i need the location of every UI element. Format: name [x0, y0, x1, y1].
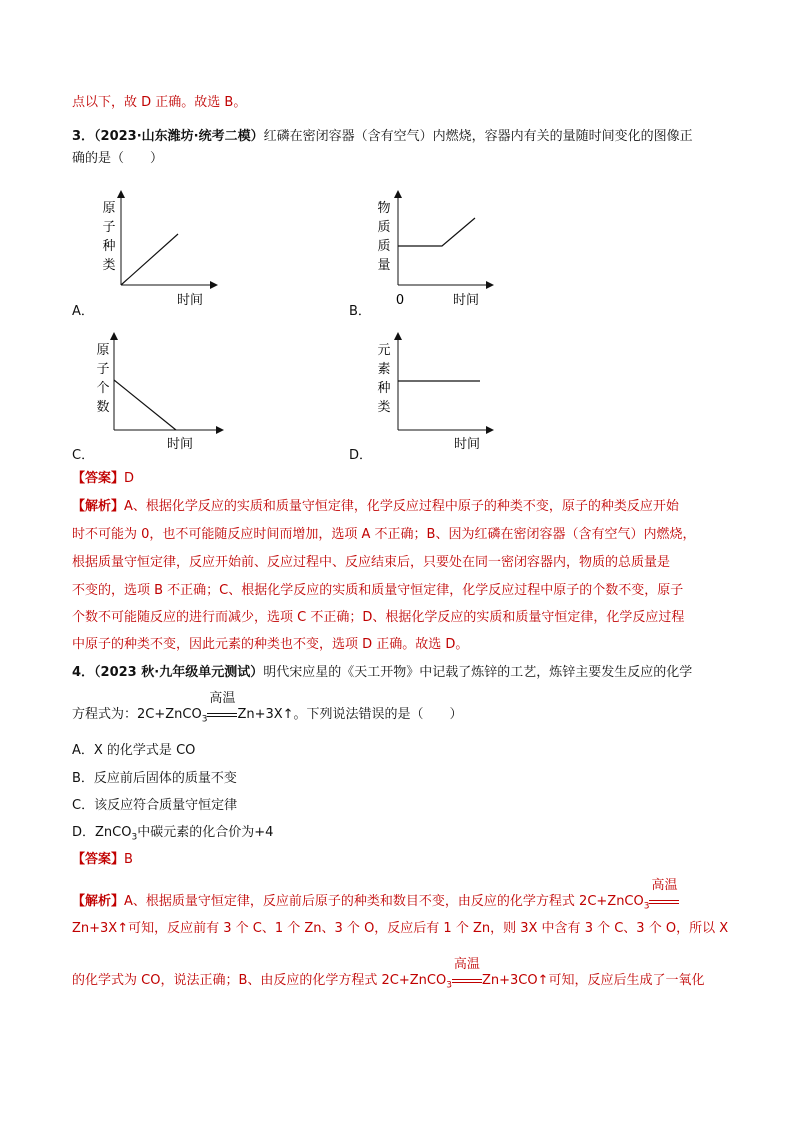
- q4-option-d-post: 中碳元素的化合价为+4: [137, 825, 274, 840]
- q3-analysis-line-5: 个数不可能随反应的进行而减少，选项 C 不正确；D、根据化学反应的实质和质量守恒定律，化学反应过程: [72, 610, 685, 625]
- graph-a-label: A．: [72, 304, 94, 319]
- q4-option-b: B．反应前后固体的质量不变: [72, 771, 237, 786]
- graph-a-xlabel: 时间: [176, 293, 204, 308]
- graph-d-ylabel-2: 素: [377, 362, 391, 377]
- graph-d-xlabel: 时间: [453, 437, 481, 452]
- graph-c-ylabel-4: 数: [96, 400, 110, 415]
- graph-b-line: [398, 218, 475, 246]
- graph-c-ylabel-1: 原: [96, 343, 110, 358]
- graph-c-ylabel-3: 个: [96, 381, 110, 396]
- q4-stem-b-pre: 方程式为：2C+ZnCO: [72, 707, 202, 722]
- q4-number: 4．: [72, 665, 95, 680]
- q4-stem-a: 明代宋应星的《天工开物》中记载了炼锌的工艺，炼锌主要发生反应的化学: [263, 665, 693, 680]
- q4-answer-tag: 【答案】: [72, 852, 125, 867]
- q4-analysis-1-condition: [649, 878, 679, 911]
- q3-stem-a: 红磷在密闭容器（含有空气）内燃烧，容器内有关的量随时间变化的图像正: [263, 129, 693, 144]
- graph-d-ylabel-3: 种: [377, 381, 391, 396]
- q4-source: （2023 秋·九年级单元测试）: [94, 665, 264, 680]
- graph-c-label: C．: [72, 448, 95, 463]
- q4-stem-line-2: [72, 691, 463, 729]
- q4-equals-bar: [207, 713, 237, 717]
- q4-analysis-line-1: [72, 878, 679, 916]
- graph-c-xlabel: 时间: [166, 437, 194, 452]
- q4-analysis-3-condition: [452, 957, 482, 990]
- intro-text: 点以下，故 D 正确。故选 B。: [72, 95, 247, 110]
- graph-b-origin: 0: [395, 293, 405, 308]
- q4-analysis-line-2: Zn+3X↑可知，反应前有 3 个 C、1 个 Zn、3 个 O，反应后有 1 个 Zn，则 3X 中含有 3 个 C、3 个 O，所以 X: [72, 921, 729, 936]
- q4-stem-b-sub: 3: [201, 714, 208, 725]
- q3-analysis-line-2: 时不可能为 0，也不可能随反应时间而增加，选项 A 不正确；B、因为红磷在密闭容器（含有空气）内燃烧，: [72, 527, 696, 542]
- q3-analysis-tag: 【解析】: [72, 499, 125, 514]
- q4-stem-b-post: Zn+3X↑。下列说法错误的是（ ）: [237, 707, 463, 722]
- graph-d: [360, 330, 510, 455]
- q3-analysis-line-4: 不变的，选项 B 不正确；C、根据化学反应的实质和质量守恒定律，化学反应过程中原子的个数不变，原子: [72, 583, 684, 598]
- q4-answer-value: B: [124, 852, 133, 867]
- q4-condition-text: 高温: [209, 691, 236, 706]
- q4-analysis-line-3: [72, 957, 705, 995]
- q4-option-a: A．X 的化学式是 CO: [72, 743, 196, 758]
- graph-b-xlabel: 时间: [452, 293, 480, 308]
- graph-b-ylabel-3: 质: [377, 239, 391, 254]
- graph-a: [90, 190, 240, 315]
- q4-stem-line-1: [72, 664, 692, 682]
- q4-option-d-sub: 3: [131, 832, 138, 843]
- graph-d-label: D．: [349, 448, 373, 463]
- q3-stem-b: 确的是（ ）: [72, 151, 164, 166]
- graph-b-label: B．: [349, 304, 371, 319]
- q4-option-d-pre: D．ZnCO: [72, 825, 132, 840]
- graph-a-ylabel-3: 种: [102, 239, 116, 254]
- graph-a-ylabel-2: 子: [102, 220, 116, 235]
- q3-stem-line-1: [72, 128, 693, 146]
- q3-analysis-line-1: [72, 498, 679, 516]
- graph-c-line: [114, 380, 176, 430]
- q4-analysis-1-sub: 3: [643, 901, 650, 912]
- graph-a-ylabel-4: 类: [102, 258, 116, 273]
- q4-equation-condition: [207, 691, 237, 724]
- graph-b: [360, 190, 510, 315]
- q4-analysis-tag: 【解析】: [72, 894, 125, 909]
- q4-analysis-1-equals-bar: [649, 900, 679, 904]
- graph-b-ylabel-2: 质: [377, 220, 391, 235]
- q4-answer: [72, 851, 133, 869]
- graph-c: [90, 330, 240, 455]
- q3-analysis-line-6: 中原子的种类不变，因此元素的种类也不变，选项 D 正确。故选 D。: [72, 637, 469, 652]
- q4-analysis-1-pre: A、根据质量守恒定律，反应前后原子的种类和数目不变，由反应的化学方程式 2C+ZnCO: [124, 894, 644, 909]
- q4-option-d: [72, 824, 273, 847]
- graph-c-ylabel-2: 子: [96, 362, 110, 377]
- q3-number: 3．: [72, 129, 95, 144]
- q4-analysis-3-equals-bar: [452, 979, 482, 983]
- graph-a-line: [121, 234, 178, 285]
- graph-b-ylabel-4: 量: [377, 258, 391, 273]
- graph-b-ylabel-1: 物: [377, 201, 391, 216]
- graph-d-ylabel-4: 类: [377, 400, 391, 415]
- q3-analysis-text-1: A、根据化学反应的实质和质量守恒定律，化学反应过程中原子的种类不变，原子的种类反应开始: [124, 499, 679, 514]
- q3-answer-tag: 【答案】: [72, 471, 125, 486]
- q4-analysis-3-sub: 3: [446, 980, 452, 991]
- q4-analysis-3-condition-text: 高温: [453, 957, 480, 972]
- q3-answer-value: D: [124, 471, 135, 486]
- q3-source: （2023·山东潍坊·统考二模）: [94, 129, 264, 144]
- q4-analysis-3-post: Zn+3CO↑可知，反应后生成了一氧化: [481, 973, 705, 988]
- q3-answer: [72, 470, 134, 488]
- q3-analysis-line-3: 根据质量守恒定律，反应开始前、反应过程中、反应结束后，只要处在同一密闭容器内，物质的总质量是: [72, 555, 671, 570]
- q4-analysis-3-pre: 的化学式为 CO，说法正确；B、由反应的化学方程式 2C+ZnCO: [72, 973, 447, 988]
- q4-analysis-1-condition-text: 高温: [651, 878, 678, 893]
- graph-a-ylabel-1: 原: [102, 201, 116, 216]
- q4-option-c: C．该反应符合质量守恒定律: [72, 798, 238, 813]
- graph-d-ylabel-1: 元: [377, 343, 391, 358]
